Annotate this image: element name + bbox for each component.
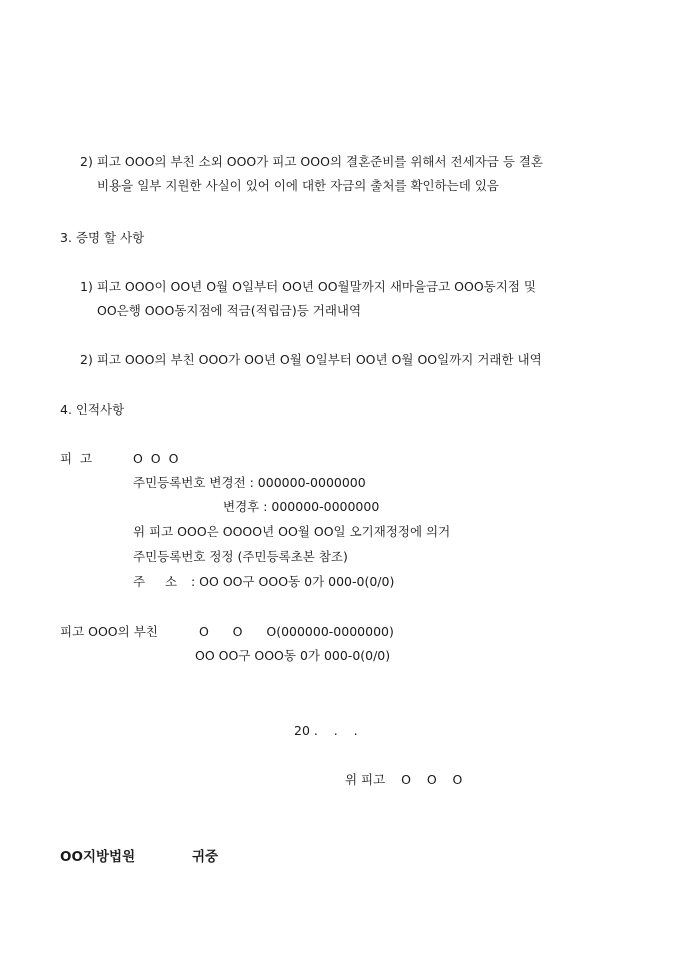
defendant-name: O O O: [133, 451, 179, 466]
father-label: 피고 OOO의 부친: [60, 624, 158, 639]
defendant-note2: 주민등록번호 정정 (주민등록초본 참조): [133, 549, 348, 564]
defendant-label: 피 고: [60, 451, 93, 466]
father-address: OO OO구 OOO동 0가 000-0(0/0): [195, 648, 391, 663]
section4-heading: 4. 인적사항: [60, 402, 125, 417]
defendant-rrn-before: 주민등록번호 변경전 : 000000-0000000: [133, 475, 366, 490]
section3-item1-line1: 1) 피고 OOO이 OO년 O월 O일부터 OO년 OO월말까지 새마을금고 OOO동지점 및: [80, 279, 536, 294]
defendant-rrn-after: 변경후 : 000000-0000000: [223, 499, 380, 514]
signature-line: 위 피고 O O O: [345, 772, 463, 787]
court-suffix: 귀중: [192, 849, 219, 865]
section3-heading: 3. 증명 할 사항: [60, 230, 145, 245]
item2-line2: 비용을 일부 지원한 사실이 있어 이에 대한 자금의 출처를 확인하는데 있음: [97, 178, 499, 193]
section3-item1-line2: OO은행 OOO동지점에 적금(적립금)등 거래내역: [97, 303, 362, 318]
filing-date: 20 . . .: [294, 723, 358, 738]
defendant-address: : OO OO구 OOO동 0가 000-0(0/0): [191, 574, 395, 589]
father-name: O O O(000000-0000000): [199, 624, 394, 639]
item2-line1: 2) 피고 OOO의 부친 소외 OOO가 피고 OOO의 결혼준비를 위해서 전세자금 등 결혼: [80, 154, 544, 169]
defendant-note1: 위 피고 OOO은 OOOO년 OO월 OO일 오기재정정에 의거: [133, 524, 451, 539]
defendant-address-label: 주 소: [133, 574, 178, 589]
court-name: OO지방법원: [60, 849, 136, 865]
section3-item2: 2) 피고 OOO의 부친 OOO가 OO년 O월 O일부터 OO년 O월 OO일까지 거래한 내역: [80, 352, 542, 367]
